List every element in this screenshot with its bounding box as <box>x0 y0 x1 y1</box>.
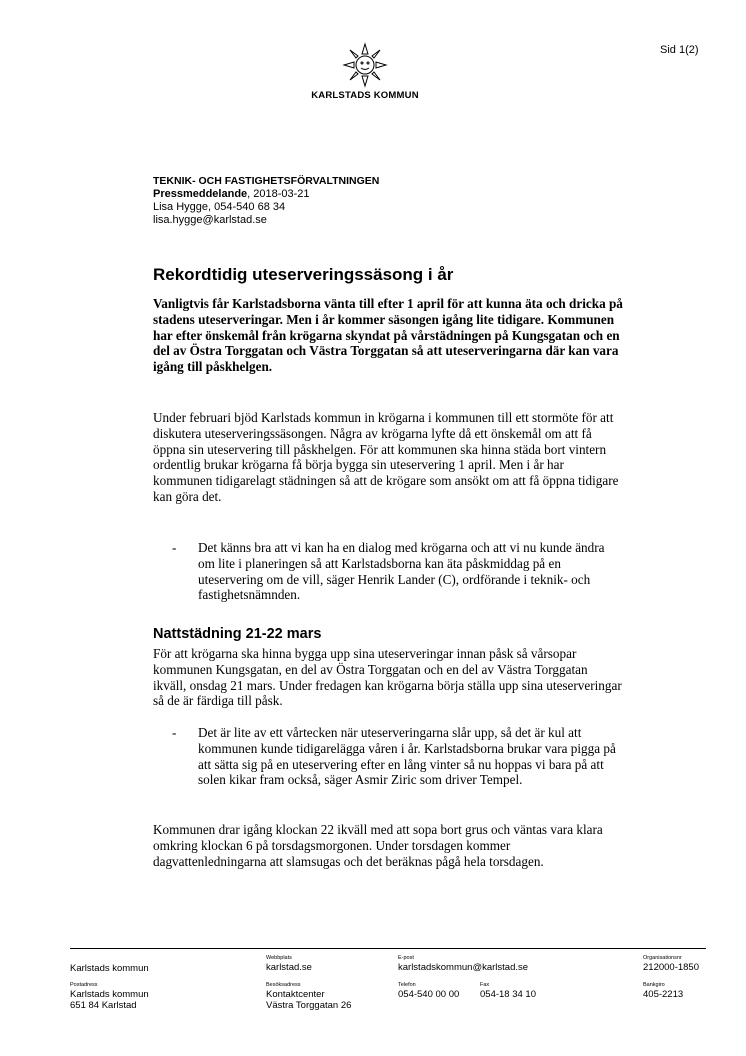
body-paragraph-3: Kommunen drar igång klockan 22 ikväll med att sopa bort grus och väntas vara klara omkring klockan 6 på torsdagsmorgonen. Under torsdagen kommer dagvattenledningarna att slamsugas och det beräknas pågå hela torsdagen. <box>153 822 603 869</box>
release-date: , 2018-03-21 <box>247 188 310 200</box>
quote-2 <box>172 725 622 788</box>
footer-phone-label: Telefon <box>398 982 416 988</box>
footer-postal <box>70 982 149 1011</box>
section-heading: Nattstädning 21-22 mars <box>153 626 322 642</box>
contact-line: Lisa Hygge, 054-540 68 34 <box>153 201 286 213</box>
quote-text: Det känns bra att vi kan ha en dialog med krögarna och att vi nu kunde ändra om lite i planeringen så att Karlstadsborna kan äta påskmiddag på en uteservering om de vill, säger Henrik Lander (C), ordförande i teknik- och fastighetsnämnden. <box>198 540 605 603</box>
footer-bank-value: 405-2213 <box>643 989 684 1000</box>
footer-postal-label: Postadress <box>70 982 98 988</box>
logo <box>290 42 440 101</box>
release-type: Pressmeddelande <box>153 188 248 200</box>
sun-logo-icon <box>342 42 388 88</box>
footer-phone-value: 054-540 00 00 <box>398 989 460 1000</box>
body-paragraph-2: För att krögarna ska hinna bygga upp sina uteserveringar innan påsk så vårsopar kommunen Kungsgatan, en del av Östra Torggatan och en del av Västra Torggatan ikväll, onsdag 21 mars. Under fredagen kan krögarna börja ställa upp sina uteserveringar så de är färdiga till påsk. <box>153 646 622 709</box>
quote-dash: - <box>172 725 177 740</box>
footer-org-name: Karlstads kommun <box>70 963 149 974</box>
page-number: Sid 1(2) <box>660 44 699 56</box>
lead-paragraph: Vanligtvis får Karlstadsborna vänta till efter 1 april för att kunna äta och dricka på stadens uteserveringar. Men i år kommer säsongen igång lite tidigare. Kommunen har efter önskemål från krögarna skyndat på vårstädningen på Kungsgatan och en del av Östra Torggatan och Västra Torggatan så att uteserveringarna där kan vara igång till påskhelgen. <box>153 296 623 375</box>
footer-bank-label: Bankgiro <box>643 982 665 988</box>
footer-email-label: E-post <box>398 955 414 961</box>
footer-fax-label: Fax <box>480 982 490 988</box>
quote-text: Det är lite av ett vårtecken när uteserveringarna slår upp, så det är kul att kommunen kunde tidigarelägga våren i år. Karlstadsborna brukar vara pigga på att sätta sig på en uteservering efter en lång vinter så nu hoppas vi bara på att solen kikar fram också, säger Asmir Ziric som driver Tempel. <box>198 725 616 788</box>
footer-web-link[interactable]: karlstad.se <box>266 962 312 973</box>
logo-text: KARLSTADS KOMMUN <box>311 90 419 101</box>
contact-email: lisa.hygge@karlstad.se <box>153 214 267 226</box>
footer-bank <box>643 982 683 1000</box>
department: TEKNIK- OCH FASTIGHETSFÖRVALTNINGEN <box>153 175 380 187</box>
footer-orgnr <box>643 955 699 973</box>
release-line <box>153 188 379 201</box>
press-header <box>153 175 379 227</box>
footer-orgnr-value: 212000-1850 <box>643 962 699 973</box>
footer-visit-label: Besöksadress <box>266 982 301 988</box>
footer-postal-line2: 651 84 Karlstad <box>70 1000 137 1011</box>
footer-email <box>398 955 528 973</box>
footer-divider <box>70 948 706 949</box>
footer-web-label: Webbplats <box>266 955 292 961</box>
quote-1 <box>172 540 622 603</box>
footer-fax-value: 054-18 34 10 <box>480 989 536 1000</box>
footer-web <box>266 955 312 973</box>
footer-postal-line1: Karlstads kommun <box>70 989 149 1000</box>
footer-visit-line1: Kontaktcenter <box>266 989 325 1000</box>
footer-phone <box>398 982 459 1000</box>
quote-dash: - <box>172 540 177 555</box>
page-title: Rekordtidig uteserveringssäsong i år <box>153 265 454 284</box>
footer-email-link[interactable]: karlstadskommun@karlstad.se <box>398 962 529 973</box>
footer-visit-line2: Västra Torggatan 26 <box>266 1000 352 1011</box>
footer-orgnr-label: Organisationsnr <box>643 955 682 961</box>
body-paragraph-1: Under februari bjöd Karlstads kommun in krögarna i kommunen till ett stormöte för att diskutera uteserveringssäsongen. Några av krögarna lyfte då ett önskemål om att få öppna sin uteservering till påskhelgen. För att kommunen ska hinna städa bort vintern ordentlig brukar krögarna få börja bygga sin uteservering 1 april. Men i år har kommunen tidigarelagt städningen så att de krögare som ansökt om att få öppna tidigare kan göra det. <box>153 410 619 504</box>
footer-visit <box>266 982 351 1011</box>
footer-fax <box>480 982 536 1000</box>
footer-org <box>70 963 149 974</box>
